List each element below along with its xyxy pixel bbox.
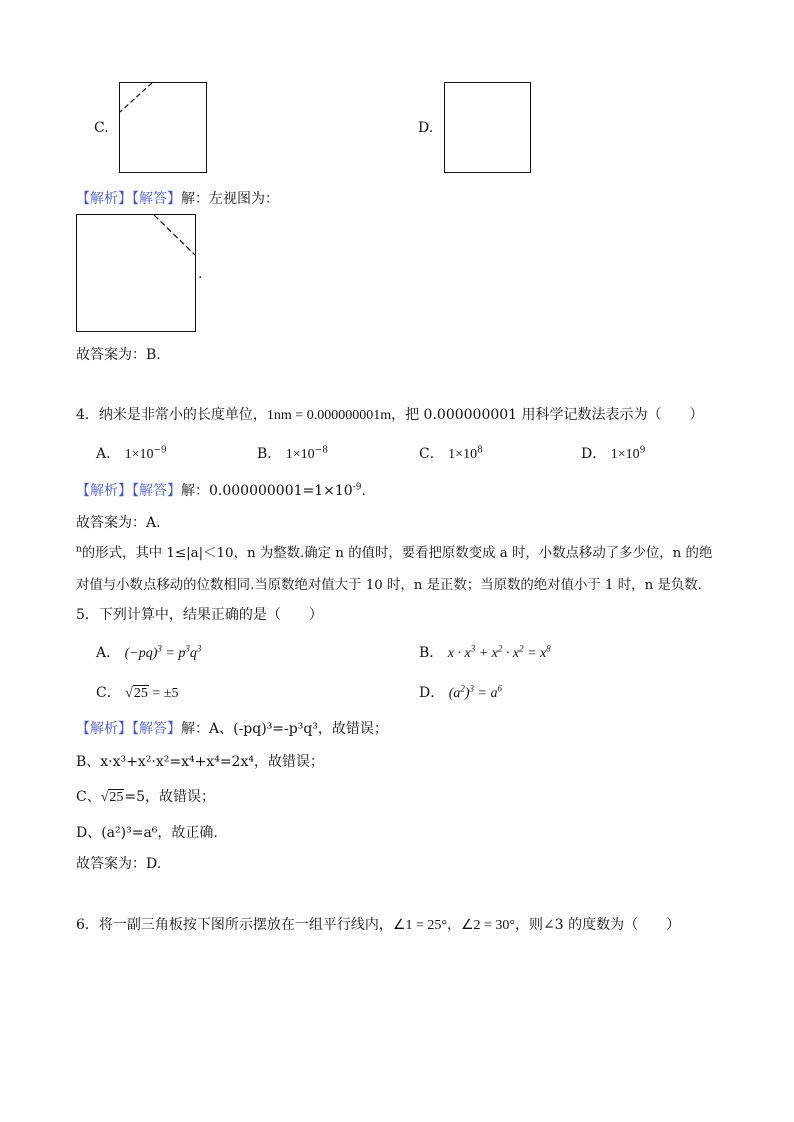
q4-analysis: 【解析】【解答】解：$0.000000001=1\times 10^{-9}$.: [76, 482, 366, 499]
q5-option-a: A． $(-pq)^3 = p^3q^3$: [96, 643, 202, 661]
dashed-line-icon: [119, 82, 207, 173]
q5-analysis-c: C、√25=5，故错误；: [76, 789, 216, 805]
q4-note-line2: 对值与小数点移动的位数相同.当原数绝对值大于 10 时，n 是正数；当原数的绝对值小于 1 时，n 是负数.: [76, 578, 702, 593]
option-c-label: C.: [94, 120, 109, 136]
q5-option-b: B． $x \cdot x^3 + x^2 \cdot x^2 = x^8$: [419, 643, 551, 661]
q5-stem: 5．下列计算中，结果正确的是（ ）: [76, 607, 323, 623]
q3-conclusion: 故答案为：B.: [76, 347, 161, 363]
option-d-figure: [444, 82, 531, 173]
figure-period: .: [198, 266, 203, 282]
q5-option-c: C． √25 = ±5: [96, 685, 179, 701]
q4-option-a: A． $1\times 10^{-9}$: [96, 445, 167, 462]
q4-option-d: D． $1\times 10^9$: [581, 445, 646, 462]
q5-option-c-formula: √25 = ±5: [125, 686, 179, 701]
option-d-label: D.: [418, 120, 434, 136]
q4-note-line1: $^n$的形式，其中 1≤|a|＜10，n 为整数.确定 n 的值时，要看把原数变成 a 时，小数点移动了多少位，n 的绝: [76, 544, 713, 561]
dashed-line-icon: [76, 214, 196, 332]
q4-stem: 4．纳米是非常小的长度单位，1nm = 0.000000001m，把 0.000000001 用科学记数法表示为（ ）: [76, 407, 704, 423]
q5-analysis-a: 【解析】【解答】解：A、(-pq)³=-p³q³，故错误；: [76, 721, 388, 737]
q4-option-c: C． $1\times 10^8$: [419, 445, 483, 462]
left-view-figure: [76, 214, 196, 332]
q4-conclusion: 故答案为：A.: [76, 515, 161, 531]
option-c-figure: [119, 82, 207, 173]
q5-option-b-formula: $x \cdot x^3 + x^2 \cdot x^2 = x^8$: [447, 643, 551, 661]
q5-option-a-formula: $(-pq)^3 = p^3q^3$: [124, 643, 202, 661]
q5-option-d-formula: $(a^2)^3 = a^6$: [448, 683, 502, 701]
q5-analysis-d: D、(a²)³=a⁶，故正确.: [76, 825, 218, 841]
q4-option-b: B． $1\times 10^{-8}$: [257, 445, 328, 462]
q6-stem: 6．将一副三角板按下图所示摆放在一组平行线内，∠1 = 25°，∠2 = 30°，则∠3 的度数为（ ）: [76, 917, 681, 933]
q5-analysis-b: B、x·x³+x²·x²=x⁴+x⁴=2x⁴，故错误；: [76, 754, 324, 770]
q3-analysis: 【解析】【解答】解：左视图为：: [76, 191, 279, 207]
q5-conclusion: 故答案为：D.: [76, 856, 162, 872]
q5-option-d: D． $(a^2)^3 = a^6$: [419, 683, 502, 701]
